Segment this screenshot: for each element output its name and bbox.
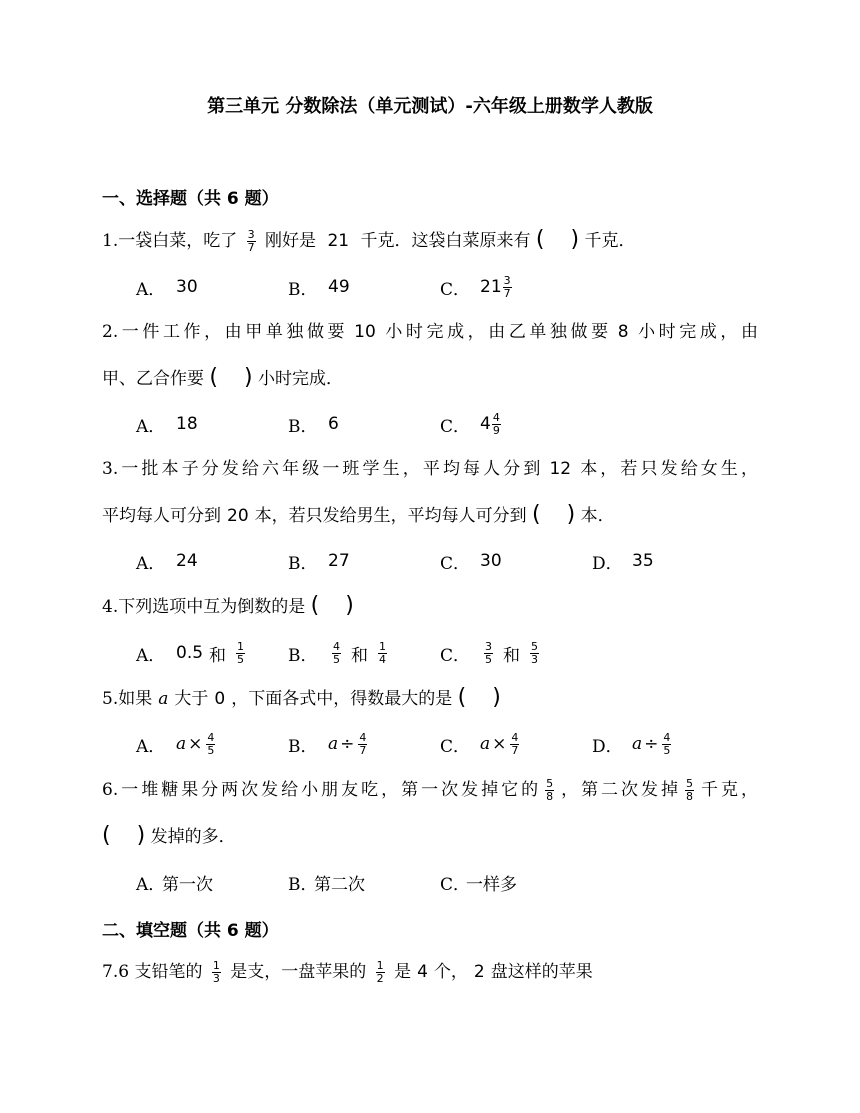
question-5-options	[136, 727, 776, 761]
question-6-line-1: 6.一堆糖果分两次发给小朋友吃，第一次发掉它的 $\frac{5}{8}$ ，第二次发掉 $\frac{5}{8}$ 千克，	[102, 777, 759, 803]
answer-blank[interactable]: ( )	[209, 365, 253, 390]
option-b[interactable]: B． 27	[288, 551, 350, 574]
question-6-options	[136, 865, 776, 899]
question-1: 1.一袋白菜，吃了 $\frac{3}{7}$ 刚好是 21 千克．这袋白菜原来有 ( ) 千克．	[102, 227, 636, 254]
fraction: $\frac{3}{7}$	[247, 228, 255, 254]
answer-blank[interactable]: ( )	[535, 227, 580, 252]
answer-blank[interactable]: ( )	[532, 502, 576, 527]
question-2-line-2: 甲、乙合作要 ( ) 小时完成．	[102, 365, 343, 390]
answer-blank[interactable]: ( )	[102, 823, 146, 848]
section-heading-choice: 一、选择题（共 6 题）	[102, 189, 279, 209]
question-2-options	[136, 407, 776, 441]
question-1-options	[136, 270, 776, 304]
option-a[interactable]: A． 30	[136, 277, 198, 300]
option-a[interactable]: A． 24	[136, 551, 198, 574]
option-a[interactable]: A． 18	[136, 414, 198, 437]
question-3-line-2: 平均每人可分到 20 本，若只发给男生，平均每人可分到 ( ) 本．	[102, 502, 615, 527]
option-d[interactable]: D． a ÷ $\frac{4}{5}$	[592, 730, 671, 757]
option-c[interactable]: C． 21 $\frac{3}{7}$	[440, 273, 511, 300]
question-2-line-1: 2.一件工作，由甲单独做要 10 小时完成，由乙单独做要 8 小时完成，由	[102, 322, 758, 342]
option-c[interactable]: C． 4 $\frac{4}{9}$	[440, 410, 500, 437]
option-b[interactable]: B． $\frac{4}{5}$ 和 $\frac{1}{4}$	[288, 639, 386, 666]
answer-blank[interactable]: ( )	[457, 685, 501, 710]
option-b[interactable]: B． 6	[288, 414, 339, 437]
option-a[interactable]: A． 0.5 和 $\frac{1}{5}$	[136, 639, 245, 666]
answer-blank[interactable]: ( )	[310, 593, 354, 618]
option-c[interactable]: C． $\frac{3}{5}$ 和 $\frac{5}{3}$	[440, 639, 538, 666]
question-7: 7.6 支铅笔的 $\frac{1}{3}$ 是支，一盘苹果的 $\frac{1}{2}$ 是 4 个， 2 盘这样的苹果	[102, 959, 593, 985]
question-3-options	[136, 544, 776, 578]
question-5: 5.如果 a 大于 0 ，下面各式中，得数最大的是 ( )	[102, 685, 501, 710]
option-b[interactable]: B． a ÷ $\frac{4}{7}$	[288, 730, 367, 757]
option-b[interactable]: B． 49	[288, 277, 350, 300]
question-6-line-2: ( ) 发掉的多．	[102, 823, 236, 848]
section-heading-fill: 二、填空题（共 6 题）	[102, 921, 279, 941]
option-d[interactable]: D． 35	[592, 551, 654, 574]
option-c[interactable]: C． 一样多	[440, 874, 517, 895]
question-4-options	[136, 636, 776, 670]
option-a[interactable]: A． 第一次	[136, 874, 213, 895]
page-title: 第三单元 分数除法（单元测试）-六年级上册数学人教版	[207, 96, 653, 117]
option-b[interactable]: B． 第二次	[288, 874, 365, 895]
option-c[interactable]: C． a × $\frac{4}{7}$	[440, 730, 519, 757]
option-c[interactable]: C． 30	[440, 551, 502, 574]
option-a[interactable]: A． a × $\frac{4}{5}$	[136, 730, 215, 757]
question-3-line-1: 3.一批本子分发给六年级一班学生，平均每人分到 12 本，若只发给女生，	[102, 459, 759, 479]
question-4: 4.下列选项中互为倒数的是 ( )	[102, 593, 354, 618]
